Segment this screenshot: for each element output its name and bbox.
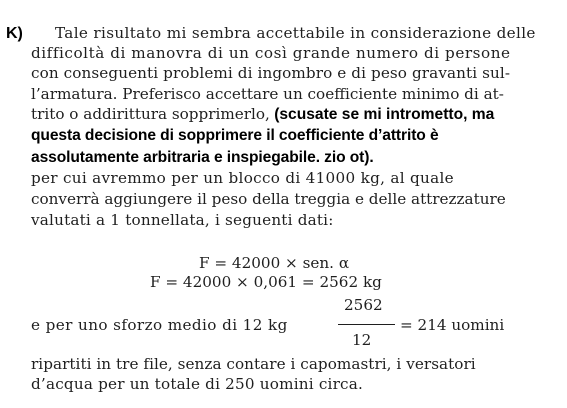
text-line-9: ripartiti in tre file, senza contare i capomastri, i versatori bbox=[31, 355, 476, 373]
text-line-8: valutati a 1 tonnellata, i seguenti dati: bbox=[31, 211, 334, 229]
formula-product: F = 42000 × 0,061 = 2562 kg bbox=[150, 273, 382, 291]
section-marker: K) bbox=[6, 25, 23, 42]
text-line-1: Tale risultato mi sembra accettabile in considerazione delle bbox=[55, 24, 536, 42]
text-line-7: converrà aggiungere il peso della treggia e delle attrezzature bbox=[31, 190, 506, 208]
editor-note-line-2: questa decisione di sopprimere il coefficiente d’attrito è bbox=[31, 127, 439, 144]
formula-sine: F = 42000 × sen. α bbox=[199, 254, 350, 272]
formula-effort-left: e per uno sforzo medio di 12 kg bbox=[31, 316, 288, 334]
text-line-5-plain: trito o addirittura sopprimerlo, bbox=[31, 105, 270, 123]
formula-effort-right: = 214 uomini bbox=[400, 316, 505, 334]
text-line-10: d’acqua per un totale di 250 uomini circa. bbox=[31, 375, 364, 393]
editor-note-line-3: assolutamente arbitraria e inspiegabile. zio ot). bbox=[31, 149, 374, 166]
fraction-bar bbox=[338, 324, 395, 325]
text-line-4: l’armatura. Preferisco accettare un coefficiente minimo di at- bbox=[31, 85, 504, 103]
editor-note-start: (scusate se mi intrometto, ma bbox=[269, 106, 495, 123]
fraction-denominator: 12 bbox=[352, 331, 372, 349]
fraction-numerator: 2562 bbox=[344, 296, 383, 314]
text-line-6: per cui avremmo per un blocco di 41000 kg, al quale bbox=[31, 169, 454, 187]
text-line-3: con conseguenti problemi di ingombro e di peso gravanti sul- bbox=[31, 64, 511, 82]
text-line-2: difficoltà di manovra di un così grande numero di persone bbox=[31, 44, 511, 62]
text-line-5 bbox=[31, 105, 494, 124]
